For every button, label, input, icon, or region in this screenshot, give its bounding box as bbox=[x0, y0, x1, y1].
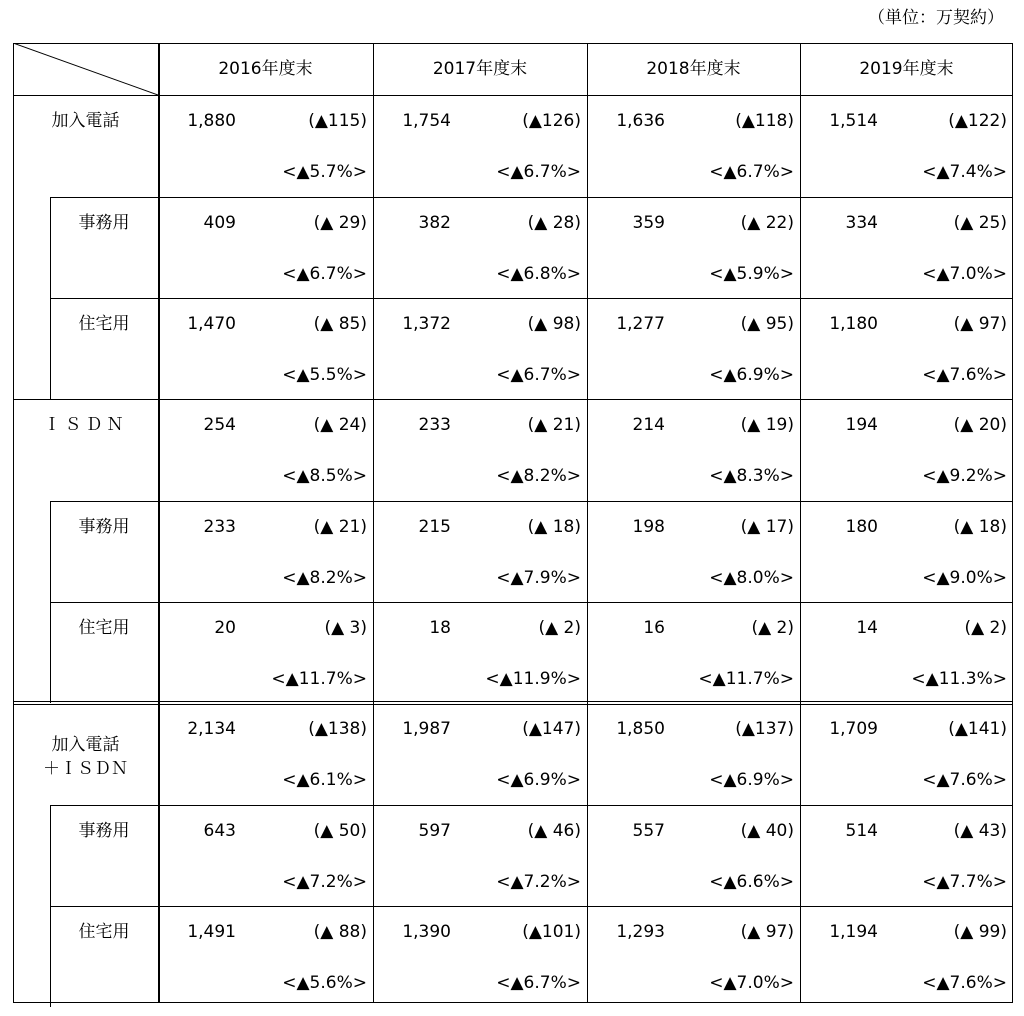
cell-change: (▲ 2) bbox=[751, 618, 794, 638]
cell-percent: <▲6.9%> bbox=[709, 365, 794, 385]
cell-change: (▲ 43) bbox=[953, 821, 1007, 841]
cell-value: 1,514 bbox=[829, 111, 878, 131]
row-label: 事務用 bbox=[78, 213, 130, 233]
cell-change: (▲115) bbox=[308, 111, 367, 131]
cell-value: 16 bbox=[643, 618, 665, 638]
cell-percent: <▲6.7%> bbox=[496, 365, 581, 385]
row-divider bbox=[50, 298, 1013, 299]
cell-value: 1,372 bbox=[402, 314, 451, 334]
cell-percent: <▲11.3%> bbox=[911, 669, 1007, 689]
cell-percent: <▲7.0%> bbox=[709, 973, 794, 993]
cell-value: 233 bbox=[418, 415, 451, 435]
row-label: 住宅用 bbox=[78, 314, 130, 334]
cell-change: (▲ 19) bbox=[740, 415, 794, 435]
cell-percent: <▲8.2%> bbox=[496, 466, 581, 486]
row-label: 事務用 bbox=[78, 517, 130, 537]
header-2019: 2019年度末 bbox=[859, 59, 954, 79]
row-divider bbox=[50, 805, 1013, 806]
cell-change: (▲ 22) bbox=[740, 213, 794, 233]
cell-value: 180 bbox=[845, 517, 878, 537]
cell-change: (▲118) bbox=[735, 111, 794, 131]
cell-value: 409 bbox=[203, 213, 236, 233]
unit-label: （単位：万契約） bbox=[868, 8, 1004, 28]
cell-value: 2,134 bbox=[187, 719, 236, 739]
cell-percent: <▲7.6%> bbox=[922, 973, 1007, 993]
cell-value: 1,850 bbox=[616, 719, 665, 739]
cell-value: 1,194 bbox=[829, 922, 878, 942]
cell-percent: <▲5.5%> bbox=[282, 365, 367, 385]
cell-percent: <▲7.2%> bbox=[282, 872, 367, 892]
cell-value: 214 bbox=[632, 415, 665, 435]
cell-percent: <▲6.6%> bbox=[709, 872, 794, 892]
cell-change: (▲ 2) bbox=[964, 618, 1007, 638]
cell-change: (▲ 3) bbox=[324, 618, 367, 638]
cell-change: (▲ 29) bbox=[313, 213, 367, 233]
cell-value: 14 bbox=[856, 618, 878, 638]
group-divider bbox=[13, 399, 1013, 400]
cell-change: (▲ 2) bbox=[538, 618, 581, 638]
row-label: 事務用 bbox=[78, 821, 130, 841]
cell-value: 1,470 bbox=[187, 314, 236, 334]
cell-value: 557 bbox=[632, 821, 665, 841]
row-divider bbox=[50, 906, 1013, 907]
row-divider bbox=[50, 501, 1013, 502]
cell-percent: <▲7.6%> bbox=[922, 770, 1007, 790]
cell-percent: <▲8.3%> bbox=[709, 466, 794, 486]
cell-change: (▲101) bbox=[522, 922, 581, 942]
cell-value: 1,636 bbox=[616, 111, 665, 131]
cell-change: (▲122) bbox=[948, 111, 1007, 131]
cell-value: 1,277 bbox=[616, 314, 665, 334]
cell-percent: <▲11.9%> bbox=[485, 669, 581, 689]
cell-value: 254 bbox=[203, 415, 236, 435]
cell-change: (▲138) bbox=[308, 719, 367, 739]
cell-percent: <▲6.7%> bbox=[496, 162, 581, 182]
cell-change: (▲ 21) bbox=[313, 517, 367, 537]
cell-value: 1,293 bbox=[616, 922, 665, 942]
row-label: 住宅用 bbox=[78, 618, 130, 638]
cell-value: 194 bbox=[845, 415, 878, 435]
cell-change: (▲ 50) bbox=[313, 821, 367, 841]
header-divider bbox=[13, 95, 1013, 96]
row-divider bbox=[50, 197, 1013, 198]
cell-percent: <▲6.9%> bbox=[709, 770, 794, 790]
cell-change: (▲ 17) bbox=[740, 517, 794, 537]
row-label bbox=[13, 733, 158, 781]
cell-change: (▲ 97) bbox=[953, 314, 1007, 334]
cell-change: (▲141) bbox=[948, 719, 1007, 739]
cell-percent: <▲7.4%> bbox=[922, 162, 1007, 182]
cell-percent: <▲8.2%> bbox=[282, 568, 367, 588]
cell-percent: <▲6.7%> bbox=[282, 264, 367, 284]
header-corner-diagonal bbox=[13, 43, 158, 95]
cell-change: (▲ 85) bbox=[313, 314, 367, 334]
cell-percent: <▲6.8%> bbox=[496, 264, 581, 284]
cell-percent: <▲9.2%> bbox=[922, 466, 1007, 486]
cell-change: (▲ 99) bbox=[953, 922, 1007, 942]
table-border-left bbox=[13, 43, 14, 1003]
cell-change: (▲ 18) bbox=[527, 517, 581, 537]
cell-change: (▲ 40) bbox=[740, 821, 794, 841]
cell-value: 382 bbox=[418, 213, 451, 233]
cell-percent: <▲6.7%> bbox=[709, 162, 794, 182]
cell-percent: <▲11.7%> bbox=[271, 669, 367, 689]
cell-value: 1,491 bbox=[187, 922, 236, 942]
row-label: ＩＳＤＮ bbox=[43, 415, 128, 435]
header-2016: 2016年度末 bbox=[218, 59, 313, 79]
cell-value: 215 bbox=[418, 517, 451, 537]
cell-change: (▲ 98) bbox=[527, 314, 581, 334]
cell-value: 233 bbox=[203, 517, 236, 537]
cell-percent: <▲8.0%> bbox=[709, 568, 794, 588]
cell-change: (▲ 21) bbox=[527, 415, 581, 435]
cell-change: (▲ 46) bbox=[527, 821, 581, 841]
cell-percent: <▲7.6%> bbox=[922, 365, 1007, 385]
cell-value: 1,880 bbox=[187, 111, 236, 131]
cell-value: 1,754 bbox=[402, 111, 451, 131]
cell-percent: <▲5.9%> bbox=[709, 264, 794, 284]
row-divider bbox=[50, 602, 1013, 603]
cell-percent: <▲7.7%> bbox=[922, 872, 1007, 892]
cell-value: 1,390 bbox=[402, 922, 451, 942]
cell-change: (▲147) bbox=[522, 719, 581, 739]
cell-change: (▲ 28) bbox=[527, 213, 581, 233]
cell-change: (▲ 24) bbox=[313, 415, 367, 435]
row-label-line1: 加入電話 bbox=[51, 735, 120, 755]
cell-change: (▲ 88) bbox=[313, 922, 367, 942]
cell-change: (▲ 18) bbox=[953, 517, 1007, 537]
cell-value: 20 bbox=[214, 618, 236, 638]
table-border-top bbox=[13, 43, 1013, 44]
cell-value: 1,987 bbox=[402, 719, 451, 739]
row-label: 加入電話 bbox=[51, 111, 120, 131]
cell-percent: <▲7.2%> bbox=[496, 872, 581, 892]
cell-value: 18 bbox=[429, 618, 451, 638]
cell-percent: <▲7.9%> bbox=[496, 568, 581, 588]
row-label: 住宅用 bbox=[78, 922, 130, 942]
cell-change: (▲126) bbox=[522, 111, 581, 131]
cell-percent: <▲11.7%> bbox=[698, 669, 794, 689]
cell-change: (▲137) bbox=[735, 719, 794, 739]
cell-value: 198 bbox=[632, 517, 665, 537]
cell-value: 514 bbox=[845, 821, 878, 841]
cell-percent: <▲6.9%> bbox=[496, 770, 581, 790]
subscription-table bbox=[13, 43, 1013, 1003]
cell-percent: <▲6.1%> bbox=[282, 770, 367, 790]
cell-value: 1,180 bbox=[829, 314, 878, 334]
cell-percent: <▲7.0%> bbox=[922, 264, 1007, 284]
row-label-line2: ＋ＩＳＤＮ bbox=[43, 759, 128, 779]
cell-percent: <▲9.0%> bbox=[922, 568, 1007, 588]
cell-change: (▲ 97) bbox=[740, 922, 794, 942]
cell-percent: <▲5.7%> bbox=[282, 162, 367, 182]
table-border-bottom bbox=[13, 1002, 1013, 1003]
cell-value: 597 bbox=[418, 821, 451, 841]
cell-percent: <▲8.5%> bbox=[282, 466, 367, 486]
cell-value: 334 bbox=[845, 213, 878, 233]
table-border-right bbox=[1012, 43, 1013, 1003]
cell-value: 643 bbox=[203, 821, 236, 841]
cell-value: 359 bbox=[632, 213, 665, 233]
cell-percent: <▲6.7%> bbox=[496, 973, 581, 993]
cell-change: (▲ 25) bbox=[953, 213, 1007, 233]
header-2017: 2017年度末 bbox=[432, 59, 528, 79]
header-2018: 2018年度末 bbox=[646, 59, 741, 79]
cell-percent: <▲5.6%> bbox=[282, 973, 367, 993]
group-divider-double-b bbox=[13, 704, 1013, 705]
cell-change: (▲ 95) bbox=[740, 314, 794, 334]
cell-value: 1,709 bbox=[829, 719, 878, 739]
group-divider-double-a bbox=[13, 701, 1013, 702]
cell-change: (▲ 20) bbox=[953, 415, 1007, 435]
